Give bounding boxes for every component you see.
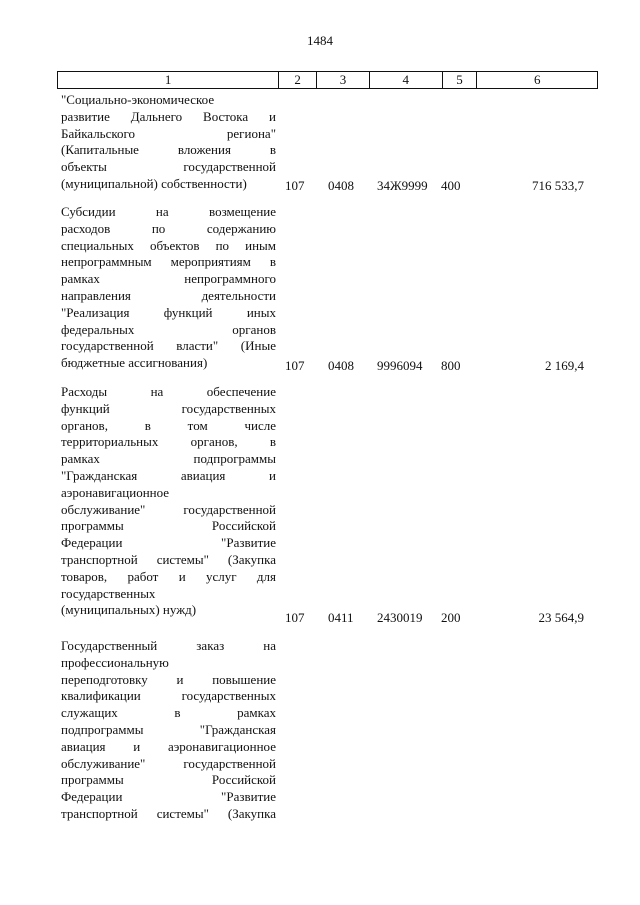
description-line: федеральных органов: [61, 321, 276, 337]
cell-rz: 0408: [328, 178, 354, 193]
header-col-1: 1: [58, 72, 279, 88]
table-header: [57, 71, 598, 89]
description-line: квалификации государственных: [61, 688, 276, 704]
cell-csr: 2430019: [377, 610, 423, 625]
description-line: "Реализация функций иных: [61, 304, 276, 320]
description-line: направления деятельности: [61, 287, 276, 303]
cell-vr: 200: [441, 610, 461, 625]
header-col-6: 6: [533, 72, 541, 87]
description-line: авиация и аэронавигационное: [61, 738, 276, 754]
description-line: подпрограммы "Гражданская: [61, 721, 276, 737]
cell-sum: 23 564,9: [538, 610, 584, 625]
cell-sum: 2 169,4: [545, 358, 584, 373]
description-line: программы Российской: [61, 518, 276, 534]
description-line: Государственный заказ на: [61, 638, 276, 653]
cell-sum: 716 533,7: [532, 178, 584, 193]
row-description: [61, 638, 276, 823]
description-line: обслуживание" государственной: [61, 501, 276, 517]
description-line: (муниципальной) собственности): [61, 175, 247, 191]
description-line: функций государственных: [61, 400, 276, 416]
row-description: [61, 204, 276, 372]
description-line: объекты государственной: [61, 159, 276, 175]
description-line: профессиональную: [61, 654, 169, 670]
header-col-2: 2: [279, 72, 317, 88]
row-description: [61, 384, 276, 619]
header-col-5: 5: [443, 72, 478, 88]
cell-rz: 0408: [328, 358, 354, 373]
description-line: рамках подпрограммы: [61, 451, 276, 467]
cell-gr: 107: [285, 610, 305, 625]
description-line: программы Российской: [61, 772, 276, 788]
cell-gr: 107: [285, 178, 305, 193]
description-line: государственных: [61, 585, 156, 601]
header-col-4: 4: [370, 72, 443, 88]
description-line: территориальных органов, в: [61, 434, 276, 450]
description-line: Федерации "Развитие: [61, 789, 276, 805]
description-line: транспортной системы" (Закупка: [61, 805, 276, 821]
description-line: Расходы на обеспечение: [61, 384, 276, 399]
description-line: товаров, работ и услуг для: [61, 568, 276, 584]
cell-rz: 0411: [328, 610, 354, 625]
description-line: государственной власти" (Иные: [61, 338, 276, 354]
cell-gr: 107: [285, 358, 305, 373]
description-line: Байкальского региона": [61, 125, 276, 141]
description-line: органов, в том числе: [61, 417, 276, 433]
cell-csr: 34Ж9999: [377, 178, 428, 193]
cell-vr: 800: [441, 358, 461, 373]
description-line: Субсидии на возмещение: [61, 204, 276, 219]
cell-vr: 400: [441, 178, 461, 193]
description-line: переподготовку и повышение: [61, 671, 276, 687]
description-line: транспортной системы" (Закупка: [61, 551, 276, 567]
row-description: [61, 92, 276, 193]
page-number: 1484: [307, 33, 333, 48]
description-line: специальных объектов по иным: [61, 237, 276, 253]
description-line: аэронавигационное: [61, 484, 170, 500]
description-line: обслуживание" государственной: [61, 755, 276, 771]
description-line: развитие Дальнего Востока и: [61, 108, 276, 124]
description-line: рамках непрограммного: [61, 271, 276, 287]
cell-csr: 9996094: [377, 358, 423, 373]
description-line: служащих в рамках: [61, 705, 276, 721]
description-line: Федерации "Развитие: [61, 535, 276, 551]
description-line: (муниципальных) нужд): [61, 602, 197, 618]
description-line: "Социально-экономическое: [61, 92, 215, 107]
description-line: "Гражданская авиация и: [61, 467, 276, 483]
header-col-3: 3: [317, 72, 370, 88]
description-line: бюджетные ассигнования): [61, 355, 208, 371]
description-line: расходов по содержанию: [61, 220, 276, 236]
description-line: (Капитальные вложения в: [61, 142, 276, 158]
description-line: непрограммным мероприятиям в: [61, 254, 276, 270]
